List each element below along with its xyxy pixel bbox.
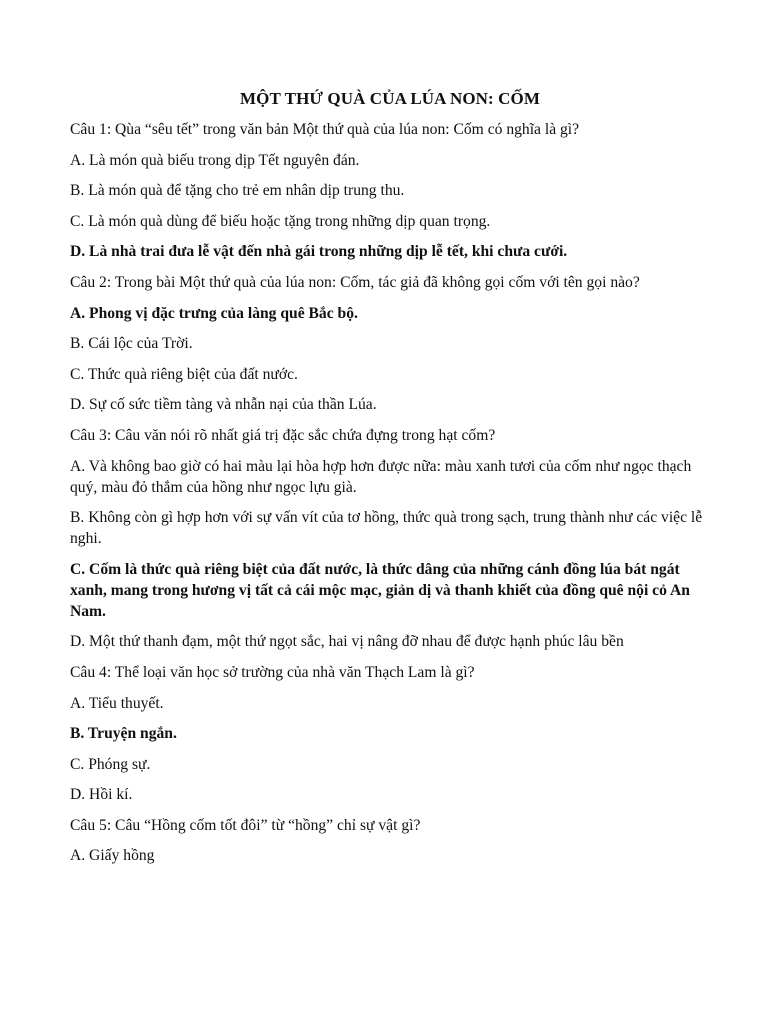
question-text: Câu 5: Câu “Hồng cốm tốt đôi” từ “hồng” chỉ sự vật gì?: [70, 816, 421, 834]
answer-option: B. Là món quà để tặng cho trẻ em nhân dịp trung thu.: [70, 182, 405, 200]
question-text: Câu 3: Câu văn nói rõ nhất giá trị đặc sắc chứa đựng trong hạt cốm?: [70, 426, 496, 444]
answer-option: D. Sự cố sức tiềm tàng và nhẫn nại của thần Lúa.: [70, 396, 377, 414]
correct-answer: B. Truyện ngắn.: [70, 725, 177, 743]
answer-option: A. Là món quà biếu trong dịp Tết nguyên đán.: [70, 151, 360, 169]
document-title: MỘT THỨ QUÀ CỦA LÚA NON: CỐM: [240, 89, 540, 108]
answer-option: C. Là món quà dùng để biếu hoặc tặng trong những dịp quan trọng.: [70, 212, 491, 230]
document-page: [70, 88, 710, 876]
answer-option: C. Phóng sự.: [70, 755, 151, 773]
answer-option: D. Một thứ thanh đạm, một thứ ngọt sắc, hai vị nâng đỡ nhau để được hạnh phúc lâu bền: [70, 633, 624, 651]
answer-option: A. Và không bao giờ có hai màu lại hòa hợp hơn được nữa: màu xanh tươi của cốm như ngọc thạch quý, màu đỏ thắm của hồng như ngọc lựu già.: [70, 457, 692, 496]
question-text: Câu 1: Qùa “sêu tết” trong văn bản Một thứ quà của lúa non: Cốm có nghĩa là gì?: [70, 121, 580, 138]
correct-answer: D. Là nhà trai đưa lễ vật đến nhà gái trong những dịp lễ tết, khi chưa cưới.: [70, 243, 568, 261]
answer-option: D. Hồi kí.: [70, 786, 133, 804]
question-text: Câu 4: Thể loại văn học sở trường của nhà văn Thạch Lam là gì?: [70, 663, 475, 681]
answer-option: A. Giấy hồng: [70, 847, 155, 865]
quiz-body: [70, 119, 710, 866]
answer-option: B. Không còn gì hợp hơn với sự vấn vít của tơ hồng, thức quà trong sạch, trung thành như các việc lễ nghi.: [70, 509, 703, 548]
correct-answer: A. Phong vị đặc trưng của làng quê Bắc bộ.: [70, 304, 358, 322]
correct-answer: C. Cốm là thức quà riêng biệt của đất nước, là thức dâng của những cánh đồng lúa bát ngát xanh, mang trong hương vị tất cả cái mộc mạc, giản dị và thanh khiết của đồng quê nội cỏ An Nam.: [70, 560, 690, 620]
answer-option: B. Cái lộc của Trời.: [70, 335, 193, 353]
answer-option: A. Tiểu thuyết.: [70, 694, 164, 712]
answer-option: C. Thức quà riêng biệt của đất nước.: [70, 365, 298, 383]
question-text: Câu 2: Trong bài Một thứ quà của lúa non: Cốm, tác giả đã không gọi cốm với tên gọi nào?: [70, 273, 640, 291]
